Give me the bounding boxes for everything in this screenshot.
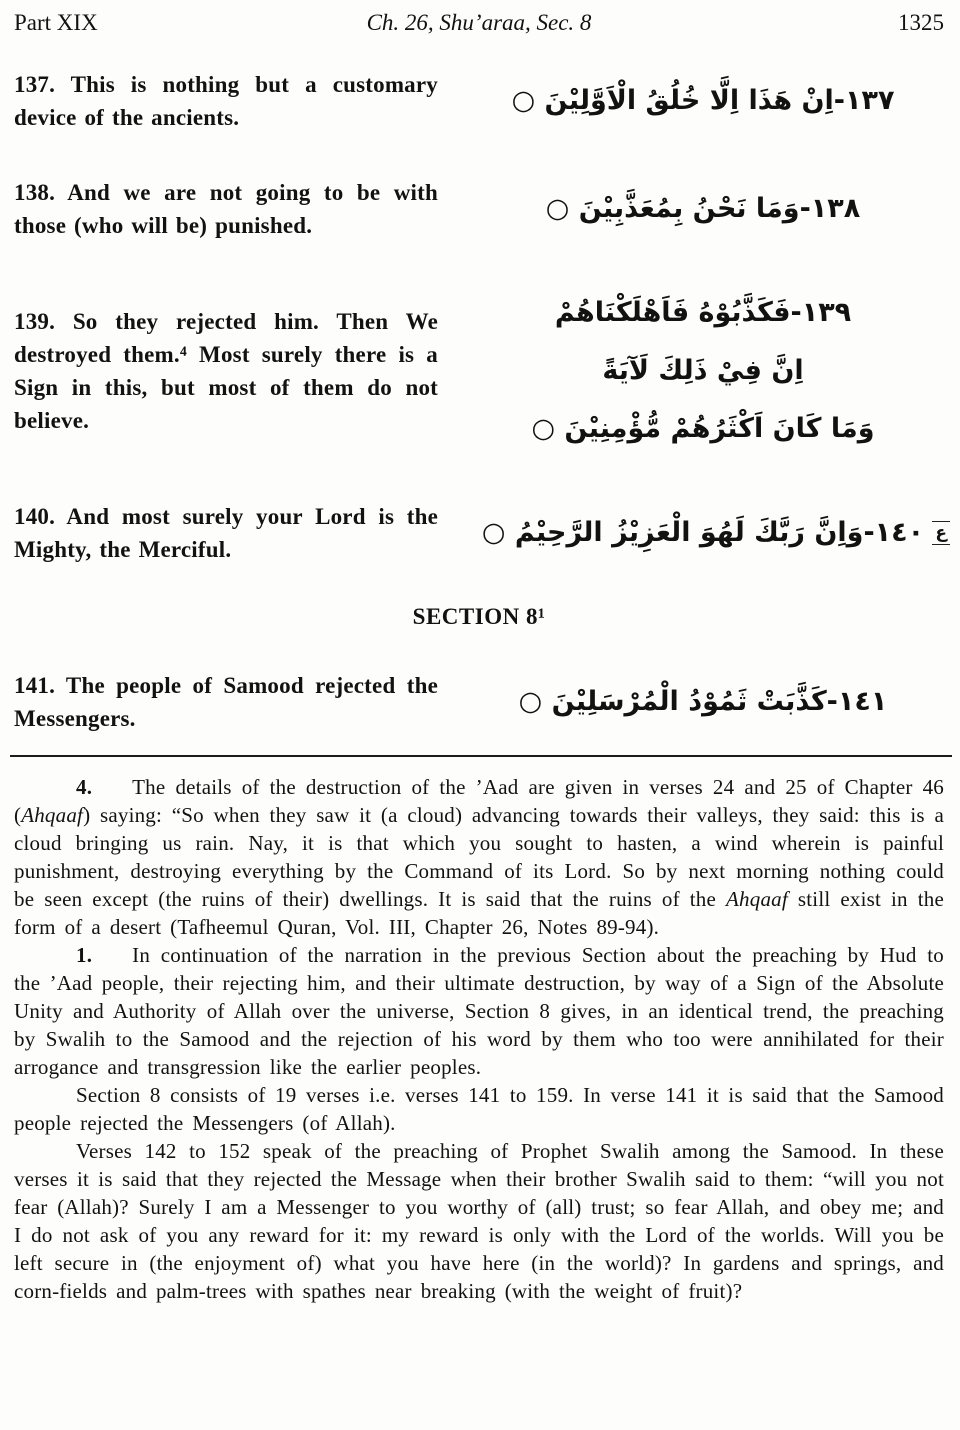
ruku-marker-icon: ع [932, 521, 950, 545]
footnote-number: 4. [76, 775, 93, 799]
footnotes-section [14, 773, 944, 1305]
arabic-line: ١٣٧-اِنْ هَذَا اِلَّا خُلُقُ الْاَوَّلِيْنَ ○ [511, 85, 895, 116]
verse-arabic-139 [462, 284, 944, 458]
footnote-text: In continuation of the narration in the previous Section about the preaching by Hud to the ’Aad people, their rejecting him, and their ultimate destruction, by way of a Sign of the Absolute Unity and Authority of Allah over the universe, Section 8 gives, in an identical trend, the preaching by Swalih to the Samood and the rejection of his word by them who too were annihilated for their arrogance and transgression like the earlier peoples. [14, 943, 944, 1079]
arabic-line: وَمَا كَانَ اَكْثَرُهُمْ مُّؤْمِنِيْنَ ○ [531, 413, 875, 444]
arabic-line: ١٣٨-وَمَا نَحْنُ بِمُعَذَّبِيْنَ ○ [545, 193, 861, 224]
footnote-paragraph-4 [14, 773, 944, 941]
footnote-paragraph-continuation-2 [14, 1137, 944, 1305]
footnote-text: The details of the destruction of the ’Aad are given in verses 24 and 25 of Chapter 46 (Ahqaaf) saying: “So when they saw it (a cloud) advancing towards their valleys, they said: this is a cloud bringing us rain. Nay, it is that which you sought to hasten, a wind wherein is painful punishment, destroying everything by the Command of its Lord. So by next morning nothing could be seen except (the ruins of their) dwellings. It is said that the ruins of the Ahqaaf still exist in the form of a desert (Tafheemul Quran, Vol. III, Chapter 26, Notes 89-94). [14, 775, 944, 939]
verse-english-138: 138. And we are not going to be with those (who will be) punished. [14, 180, 438, 238]
verse-row-138 [14, 176, 944, 242]
footnote-paragraph-1 [14, 941, 944, 1081]
arabic-line: اِنَّ فِيْ ذَلِكَ لَآيَةً [602, 355, 804, 386]
header-chapter: Ch. 26, Shu’araa, Sec. 8 [366, 10, 592, 35]
arabic-line: ١٤٠-وَاِنَّ رَبَّكَ لَهُوَ الْعَزِيْزُ الرَّحِيْمُ ○ [481, 517, 925, 548]
footnote-number: 1. [76, 943, 93, 967]
footnote-text: Section 8 consists of 19 verses i.e. verses 141 to 159. In verse 141 it is said that the Samood people rejected the Messengers (of Allah). [14, 1083, 944, 1135]
section-heading: SECTION 8¹ [412, 604, 546, 629]
verse-english-140: 140. And most surely your Lord is the Mighty, the Merciful. [14, 504, 438, 562]
page-header [14, 10, 944, 36]
arabic-line: ١٤١-كَذَّبَتْ ثَمُوْدُ الْمُرْسَلِيْنَ ○ [518, 686, 888, 717]
verse-row-137 [14, 68, 944, 134]
header-page-number: 1325 [898, 10, 944, 35]
verse-english-139: 139. So they rejected him. Then We destroyed them.⁴ Most surely there is a Sign in this, but most of them do not believe. [14, 309, 438, 433]
verse-row-140 [14, 500, 947, 566]
verse-row-141 [14, 669, 944, 735]
arabic-line: ١٣٩-فَكَذَّبُوْهُ فَاَهْلَكْنَاهُمْ [554, 297, 852, 328]
verse-arabic-138 [462, 180, 944, 238]
verse-arabic-140 [462, 504, 944, 562]
verse-english-141: 141. The people of Samood rejected the Messengers. [14, 673, 438, 731]
verse-row-139 [14, 284, 944, 458]
footnote-divider [10, 755, 952, 757]
verse-english-137: 137. This is nothing but a customary device of the ancients. [14, 72, 438, 130]
footnote-paragraph-continuation-1 [14, 1081, 944, 1137]
header-part: Part XIX [14, 10, 98, 35]
verse-arabic-137 [462, 72, 944, 130]
footnote-text: Verses 142 to 152 speak of the preaching of Prophet Swalih among the Samood. In these verses it is said that they rejected the Message when their brother Swalih said to them: “will you not fear (Allah)? Surely I am a Messenger to you worthy of (all) trust; so fear Allah, and obey me; and I do not ask of you any reward for it: my reward is only with the Lord of the worlds. Will you be left secure in (the enjoyment of) what you have here (in the world)? In gardens and springs, and corn-fields and palm-trees with spathes near breaking (with the weight of fruit)? [14, 1139, 944, 1303]
verse-arabic-141 [462, 673, 944, 731]
